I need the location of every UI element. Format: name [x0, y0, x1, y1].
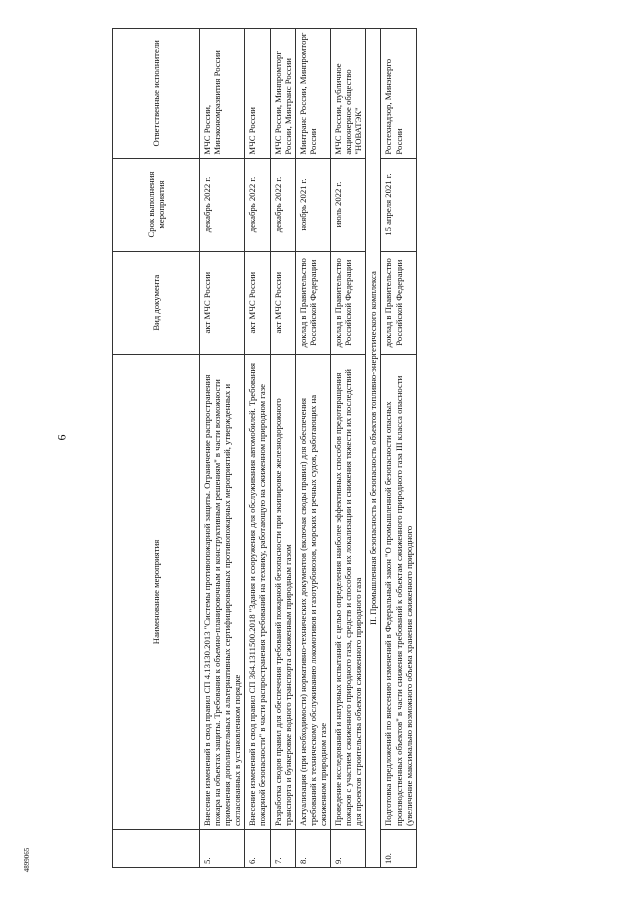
table-row	[270, 29, 295, 868]
table-row	[381, 29, 416, 868]
header-document: Вид документа	[113, 251, 200, 354]
responsible-executors: Ростехнадзор, Минэнерго России	[381, 29, 416, 159]
header-responsible: Ответственные исполнители	[113, 29, 200, 159]
measure-name: Проведение исследований и натурных испытаний с целью определения наиболее эффективных способов предотвращения пожаров с участием сжиженного природного газа, средств и способов их локализации и снижения тяжести их последствий для проектов строительства объектов сжиженного природного газа	[331, 354, 366, 829]
document-type: доклад в Правительство Российской Федерации	[295, 251, 330, 354]
rotated-page-content	[112, 28, 512, 868]
document-type: доклад в Правительство Российской Федерации	[381, 251, 416, 354]
header-term: Срок выполнения мероприятия	[113, 158, 200, 251]
measure-name: Подготовка предложений по внесению изменений в Федеральный закон "О промышленной безопасности опасных производственных объектов" в части снижения требований к объектам сжиженного природного газа III класса опасности (увеличение максимально возможного объема хранения сжиженного природного	[381, 354, 416, 829]
section-heading-row	[366, 29, 381, 868]
deadline: декабрь 2022 г.	[245, 158, 270, 251]
responsible-executors: МЧС России, публичное акционерное общество "НОВАТЭК"	[331, 29, 366, 159]
row-number: 9.	[331, 830, 366, 868]
header-number	[113, 830, 200, 868]
measure-name: Внесение изменений в свод правил СП 4.13130.2013 "Системы противопожарной защиты. Ограничение распространения пожара на объектах защиты. Требования к объемно-планировочным и конструктивным решениям" в части возможности применения дополнительных и альтернативных сертифицированных противопожарных мероприятий, утвержденных и согласованных в установленном порядке	[200, 354, 245, 829]
document-id: 4899065	[23, 847, 31, 873]
row-number: 8.	[295, 830, 330, 868]
row-number: 6.	[245, 830, 270, 868]
document-type: акт МЧС России	[270, 251, 295, 354]
table-row	[331, 29, 366, 868]
table-row	[295, 29, 330, 868]
header-name: Наименование мероприятия	[113, 354, 200, 829]
deadline: декабрь 2022 г.	[270, 158, 295, 251]
document-type: доклад в Правительство Российской Федерации	[331, 251, 366, 354]
measures-table	[112, 28, 417, 868]
deadline: декабрь 2022 г.	[200, 158, 245, 251]
measure-name: Внесение изменений в свод правил СП 364.1311500.2018 "Здания и сооружения для обслуживания автомобилей. Требования пожарной безопасности" в части распространения требований на технику, работающую на сжиженном природном газе	[245, 354, 270, 829]
row-number: 10.	[381, 830, 416, 868]
page-number: 6	[54, 434, 69, 441]
measure-name: Актуализация (при необходимости) нормативно-технических документов (включая своды правил) для обеспечения требований к техническому обслуживанию локомотивов и газотурбовозов, морских и речных судов, работающих на сжиженном природном газе	[295, 354, 330, 829]
deadline: 15 апреля 2021 г.	[381, 158, 416, 251]
deadline: ноябрь 2021 г.	[295, 158, 330, 251]
table-row	[200, 29, 245, 868]
responsible-executors: МЧС России, Минпромторг России, Минтранс России	[270, 29, 295, 159]
document-type: акт МЧС России	[200, 251, 245, 354]
responsible-executors: МЧС России, Минэкономразвития России	[200, 29, 245, 159]
row-number: 7.	[270, 830, 295, 868]
section-heading: II. Промышленная безопасность и безопасность объектов топливно-энергетического комплекса	[366, 29, 381, 868]
table-header-row	[113, 29, 200, 868]
measure-name: Разработка сводов правил для обеспечения требований пожарной безопасности при экипировке железнодорожного транспорта и бункеровке водного транспорта сжиженным природным газом	[270, 354, 295, 829]
document-type: акт МЧС России	[245, 251, 270, 354]
table-row	[245, 29, 270, 868]
responsible-executors: МЧС России	[245, 29, 270, 159]
row-number: 5.	[200, 830, 245, 868]
responsible-executors: Минтранс России, Минпромторг России	[295, 29, 330, 159]
deadline: июль 2022 г.	[331, 158, 366, 251]
